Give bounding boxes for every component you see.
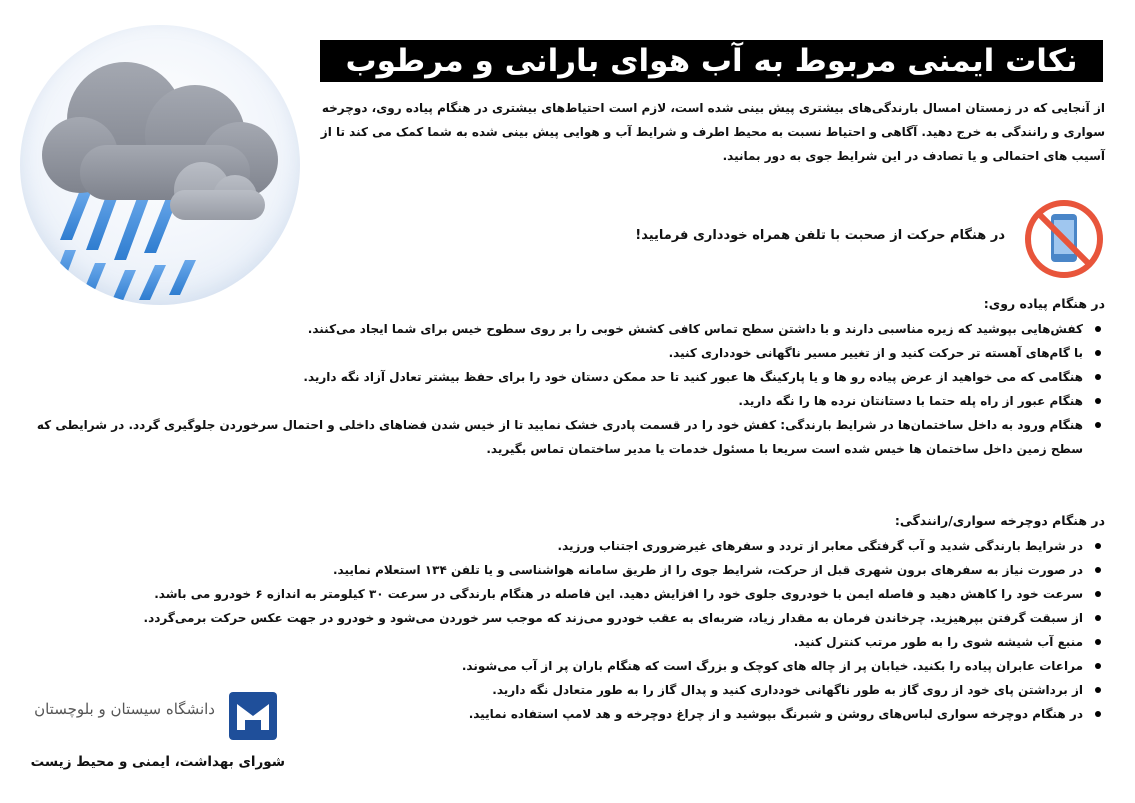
university-emblem-icon [227, 690, 279, 742]
list-item: با گام‌های آهسته تر حرکت کنید و از تغییر مسیر ناگهانی خودداری کنید. [35, 341, 1083, 365]
council-name: شورای بهداشت، ایمنی و محیط زیست [30, 754, 285, 770]
pedestrian-heading: در هنگام پیاده روی: [983, 296, 1105, 311]
rain-cloud-icon [20, 25, 300, 305]
footer-logo [30, 690, 285, 790]
warning-text: در هنگام حرکت از صحبت با تلفن همراه خودداری فرمایید! [635, 228, 1005, 243]
list-item: هنگامی که می خواهید از عرض پیاده رو ها و یا پارکینگ ها عبور کنید تا حد ممکن دستان خود را برای حفظ بیشتر تعادل آزاد نگه دارید. [35, 365, 1083, 389]
cycling-heading: در هنگام دوچرخه سواری/رانندگی: [894, 513, 1105, 528]
list-item: هنگام عبور از راه پله حتما با دستانتان نرده ها را نگه دارید. [35, 389, 1083, 413]
list-item: سرعت خود را کاهش دهید و فاصله ایمن با خودروی جلوی خود را افزایش دهید. این فاصله در هنگام بارندگی در سرعت ۳۰ کیلومتر به اندازه ۶ خودرو می باشد. [35, 582, 1083, 606]
phone-warning [600, 198, 1105, 280]
list-item: هنگام ورود به داخل ساختمان‌ها در شرایط بارندگی: کفش خود را در قسمت پادری خشک نمایید تا از خیس شدن فضاهای داخلی و احتمال سرخوردن جلوگیری گردد. در شرایطی که سطح زمین داخل ساختمان ها خیس شده است سریعا با مسئول خدمات یا مدیر ساختمان تماس بگیرید. [35, 413, 1083, 461]
university-name: دانشگاه سیستان و بلوچستان [34, 700, 215, 718]
list-item: در صورت نیاز به سفرهای برون شهری قبل از حرکت، شرایط جوی را از طریق سامانه هواشناسی و یا تلفن ۱۳۴ استعلام نمایید. [35, 558, 1083, 582]
list-item: منبع آب شیشه شوی را به طور مرتب کنترل کنید. [35, 630, 1083, 654]
list-item: مراعات عابران پیاده را بکنید. خیابان پر از چاله های کوچک و بزرگ است که هنگام باران پر از آب می‌شوند. [35, 654, 1083, 678]
page-title: نکات ایمنی مربوط به آب هوای بارانی و مرطوب [320, 40, 1103, 82]
intro-paragraph: از آنجایی که در زمستان امسال بارندگی‌های بیشتری پیش بینی شده است، لازم است احتیاط‌های بیشتری در هنگام پیاده روی، دوچرخه سواری و رانندگی به خرج دهید. آگاهی و احتیاط نسبت به محیط اطرف و شرایط آب و هوایی پیش بینی شده به شما کمک می کند تا از آسیب های احتمالی و یا تصادف در این شرایط جوی به دور بمانید. [320, 101, 1105, 163]
list-item: کفش‌هایی بپوشید که زیره مناسبی دارند و با داشتن سطح تماس کافی کشش خوبی را بر روی سطوح خیس برای شما ایجاد می‌کنند. [35, 317, 1083, 341]
list-item: در شرایط بارندگی شدید و آب گرفتگی معابر از تردد و سفرهای غیرضروری اجتناب ورزید. [35, 534, 1083, 558]
list-item: در هنگام دوچرخه سواری لباس‌های روشن و شبرنگ بپوشید و از چراغ دوچرخه و هد لامپ استفاده نمایید. [35, 702, 1083, 726]
list-item: از سبقت گرفتن بپرهیزید. چرخاندن فرمان به مقدار زیاد، ضربه‌ای به عقب خودرو می‌زند که موجب سر خوردن می‌شود و خودرو در جهت عکس حرکت برمی‌گردد. [35, 606, 1083, 630]
no-phone-icon [1023, 198, 1105, 280]
list-item: از برداشتن پای خود از روی گاز به طور ناگهانی خودداری کنید و پدال گاز را به طور متعادل نگه دارید. [35, 678, 1083, 702]
pedestrian-section [35, 296, 1105, 461]
